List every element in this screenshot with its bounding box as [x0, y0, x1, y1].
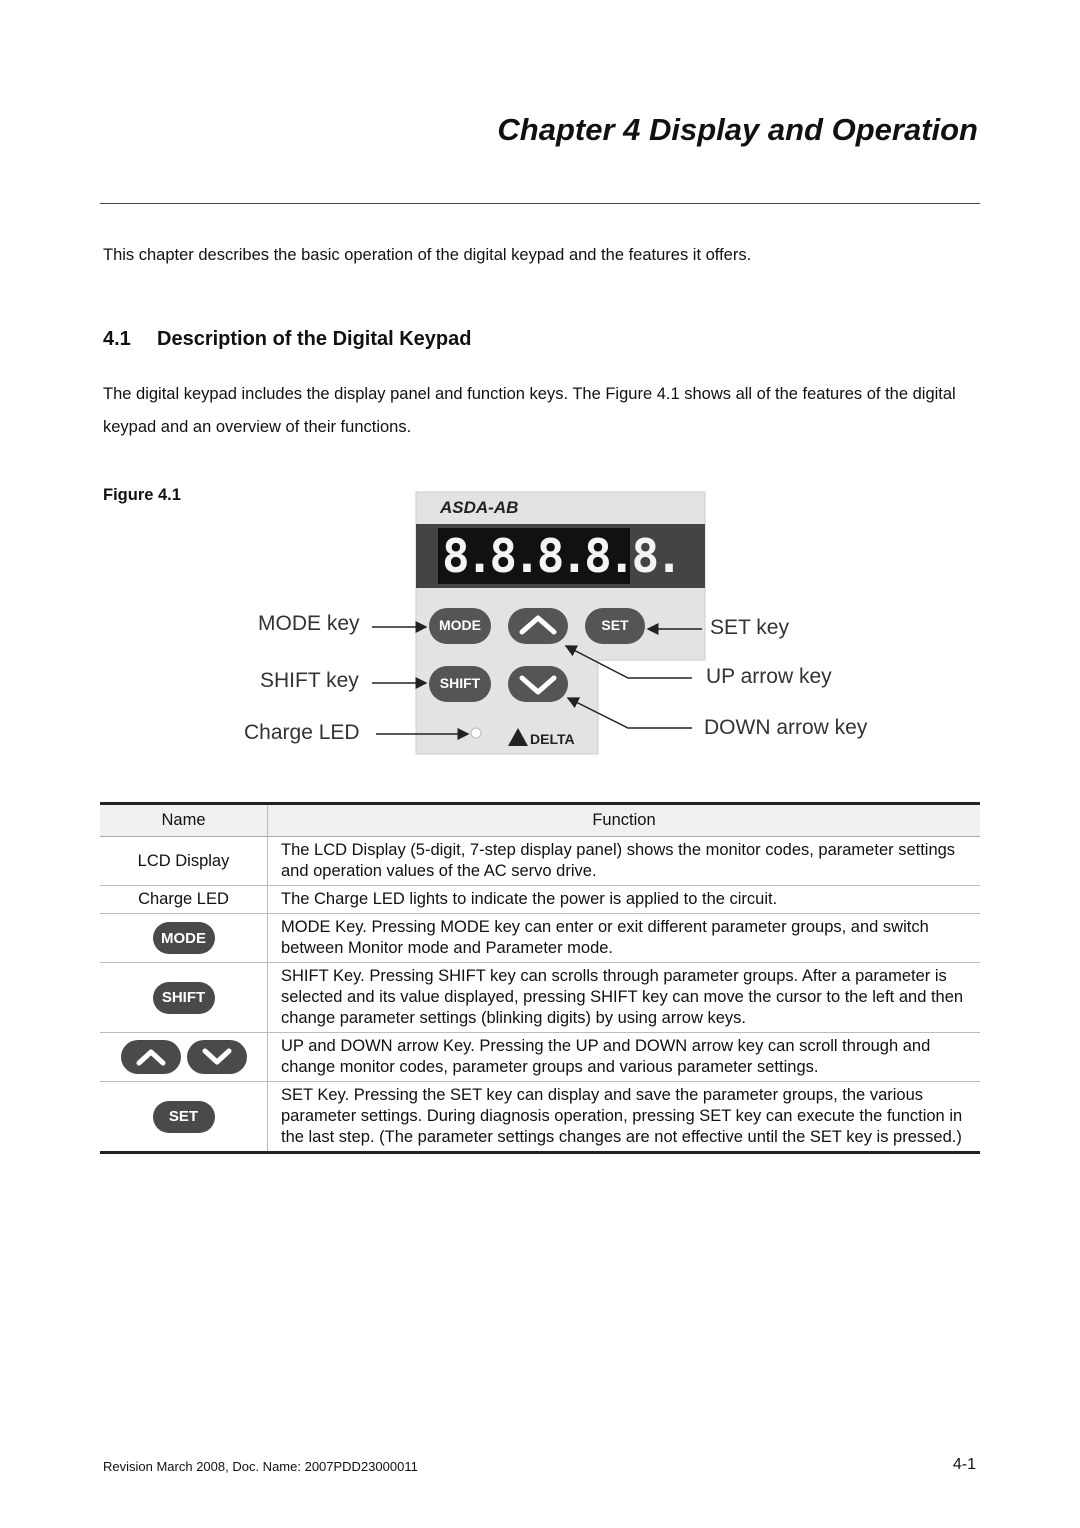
row-function: SHIFT Key. Pressing SHIFT key can scrolls through parameter groups. After a parameter is selected and its value displayed, pressing SHIFT key can move the cursor to the left and then change parameter settings (blinking digits) by using arrow keys. [268, 963, 981, 1033]
callout-down-arrow-key: DOWN arrow key [704, 716, 868, 739]
mode-key: MODE [439, 617, 481, 633]
down-arrow-icon [187, 1040, 247, 1074]
section-title: Description of the Digital Keypad [157, 328, 472, 350]
table-row [100, 837, 980, 886]
set-key: SET [601, 617, 629, 633]
row-function: MODE Key. Pressing MODE key can enter or exit different parameter groups, and switch between Monitor mode and Parameter mode. [268, 914, 981, 963]
table-row [100, 886, 980, 914]
charge-led-icon [471, 728, 481, 738]
lcd-digits: 8.8.8.8.8. [442, 529, 679, 583]
up-arrow-icon [121, 1040, 181, 1074]
footer-revision: Revision March 2008, Doc. Name: 2007PDD23000011 [103, 1459, 418, 1474]
up-key-shape [508, 608, 568, 644]
intro-paragraph: This chapter describes the basic operation of the digital keypad and the features it offers. [103, 246, 752, 264]
callout-up-arrow-key: UP arrow key [706, 665, 832, 688]
column-header-name: Name [100, 804, 268, 837]
row-key [100, 914, 268, 963]
shift-key: SHIFT [439, 675, 481, 691]
keypad-figure [240, 490, 890, 760]
delta-logo-text: DELTA [530, 731, 575, 747]
table-row [100, 963, 980, 1033]
row-function: The Charge LED lights to indicate the power is applied to the circuit. [268, 886, 981, 914]
section-heading [103, 328, 471, 351]
keypad-function-table [100, 802, 980, 1154]
row-key [100, 1033, 268, 1082]
title-divider [100, 203, 980, 204]
column-header-function: Function [268, 804, 981, 837]
down-key-shape [508, 666, 568, 702]
table-row [100, 1082, 980, 1153]
callout-set-key: SET key [710, 616, 789, 639]
keypad-brand: ASDA-AB [440, 498, 519, 517]
row-key [100, 963, 268, 1033]
row-name: LCD Display [100, 837, 268, 886]
row-function: The LCD Display (5-digit, 7-step display panel) shows the monitor codes, parameter settings and operation values of the AC servo drive. [268, 837, 981, 886]
table-header-row [100, 804, 980, 837]
shift-key-icon: SHIFT [153, 982, 215, 1014]
row-function: UP and DOWN arrow Key. Pressing the UP and DOWN arrow key can scroll through and change monitor codes, parameter groups and various parameter settings. [268, 1033, 981, 1082]
callout-mode-key: MODE key [258, 612, 360, 635]
mode-key-icon: MODE [153, 922, 215, 954]
section-paragraph: The digital keypad includes the display panel and function keys. The Figure 4.1 shows all of the features of the digital keypad and an overview of their functions. [103, 385, 956, 436]
chapter-title: Chapter 4 Display and Operation [497, 112, 978, 147]
set-key-icon: SET [153, 1101, 215, 1133]
table-row [100, 914, 980, 963]
section-number: 4.1 [103, 328, 131, 350]
row-key [100, 1082, 268, 1153]
page-number: 4-1 [952, 1456, 976, 1473]
callout-charge-led: Charge LED [244, 721, 360, 744]
callout-shift-key: SHIFT key [260, 669, 359, 692]
figure-caption: Figure 4.1 [103, 486, 181, 504]
row-name: Charge LED [100, 886, 268, 914]
table-row [100, 1033, 980, 1082]
row-function: SET Key. Pressing the SET key can display and save the parameter groups, the various parameter settings. During diagnosis operation, pressing SET key can execute the function in the last step. (The parameter settings changes are not effective until the SET key is pressed.) [268, 1082, 981, 1153]
